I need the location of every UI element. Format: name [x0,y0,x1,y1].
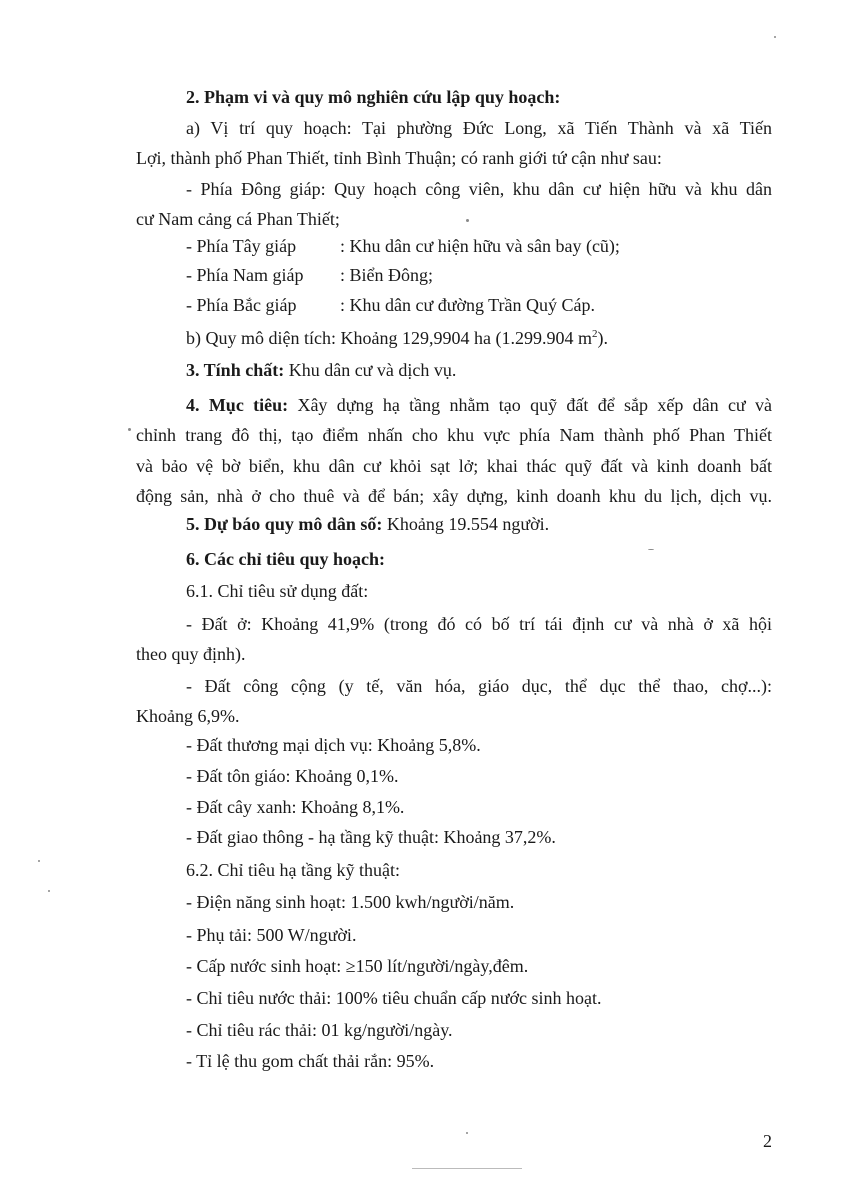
land-traffic: - Đất giao thông - hạ tầng kỹ thuật: Khoảng 37,2%. [186,827,556,847]
scan-speck [774,36,776,38]
north-border-label: - Phía Bắc giáp [186,295,297,315]
scan-speck [466,219,469,222]
scan-speck [648,549,654,550]
area-scale-text: b) Quy mô diện tích: Khoảng 129,9904 ha (1.299.904 m [186,328,592,348]
section-4-line-1 [186,394,772,416]
east-border-line-1: - Phía Đông giáp: Quy hoạch công viên, khu dân cư hiện hữu và khu dân [186,179,772,199]
scan-speck [48,890,50,892]
section-5 [186,513,549,535]
page-number: 2 [763,1131,772,1151]
section-6-heading: 6. Các chỉ tiêu quy hoạch: [186,549,386,569]
infra-waste-water: - Chỉ tiêu nước thải: 100% tiêu chuẩn cấp nước sinh hoạt. [186,988,602,1008]
land-residential-line-1: - Đất ở: Khoảng 41,9% (trong đó có bố trí tái định cư và nhà ở xã hội [186,614,772,634]
south-border-value: : Biển Đông; [340,265,433,285]
south-border-label: - Phía Nam giáp [186,265,304,285]
north-border [186,294,595,316]
section-4-label: 4. Mục tiêu: [186,395,289,415]
section-6-2-heading: 6.2. Chỉ tiêu hạ tầng kỹ thuật: [186,860,400,880]
section-4-text: Xây dựng hạ tầng nhằm tạo quỹ đất để sắp xếp dân cư và [288,395,772,415]
section-5-label: 5. Dự báo quy mô dân số: [186,514,383,534]
location-line-1: a) Vị trí quy hoạch: Tại phường Đức Long, xã Tiến Thành và xã Tiến [186,118,772,138]
section-4-line-2: chỉnh trang đô thị, tạo điểm nhấn cho khu vực phía Nam thành phố Phan Thiết [136,425,772,445]
infra-trash: - Chỉ tiêu rác thải: 01 kg/người/ngày. [186,1020,453,1040]
scan-speck [466,1132,468,1134]
section-3-label: 3. Tính chất: [186,360,285,380]
section-4-line-3: và bảo vệ bờ biển, khu dân cư khỏi sạt lở; khai thác quỹ đất và kinh doanh bất [136,456,772,476]
area-scale [186,323,608,349]
location-line-2: Lợi, thành phố Phan Thiết, tỉnh Bình Thuận; có ranh giới tứ cận như sau: [136,148,662,168]
infra-water: - Cấp nước sinh hoạt: ≥150 lít/người/ngày,đêm. [186,956,529,976]
south-border [186,264,433,286]
section-2-heading: 2. Phạm vi và quy mô nghiên cứu lập quy hoạch: [186,87,561,107]
infra-load: - Phụ tải: 500 W/người. [186,925,357,945]
north-border-value: : Khu dân cư đường Trần Quý Cáp. [340,295,596,315]
land-green: - Đất cây xanh: Khoảng 8,1%. [186,797,405,817]
section-3-text: Khu dân cư và dịch vụ. [284,360,457,380]
section-3 [186,359,456,381]
west-border-value: : Khu dân cư hiện hữu và sân bay (cũ); [340,236,620,256]
west-border-label: - Phía Tây giáp [186,236,297,256]
land-commercial: - Đất thương mại dịch vụ: Khoảng 5,8%. [186,735,481,755]
area-scale-superscript: 2 [591,328,598,340]
scan-speck [38,860,40,862]
section-5-text: Khoảng 19.554 người. [382,514,550,534]
scan-artifact-line [412,1168,522,1169]
infra-collection: - Tỉ lệ thu gom chất thải rắn: 95%. [186,1051,435,1071]
east-border-line-2: cư Nam cảng cá Phan Thiết; [136,209,340,229]
land-religious: - Đất tôn giáo: Khoảng 0,1%. [186,766,399,786]
infra-power: - Điện năng sinh hoạt: 1.500 kwh/người/năm. [186,892,515,912]
land-public-line-2: Khoảng 6,9%. [136,706,240,726]
west-border [186,235,620,257]
section-6-1-heading: 6.1. Chỉ tiêu sử dụng đất: [186,581,369,601]
land-public-line-1: - Đất công cộng (y tế, văn hóa, giáo dục, thể dục thể thao, chợ...): [186,676,772,696]
land-residential-line-2: theo quy định). [136,644,246,664]
area-scale-end: ). [597,328,608,348]
scan-speck [128,428,131,431]
section-4-line-4: động sản, nhà ở cho thuê và để bán; xây dựng, kinh doanh khu du lịch, dịch vụ. [136,486,772,506]
